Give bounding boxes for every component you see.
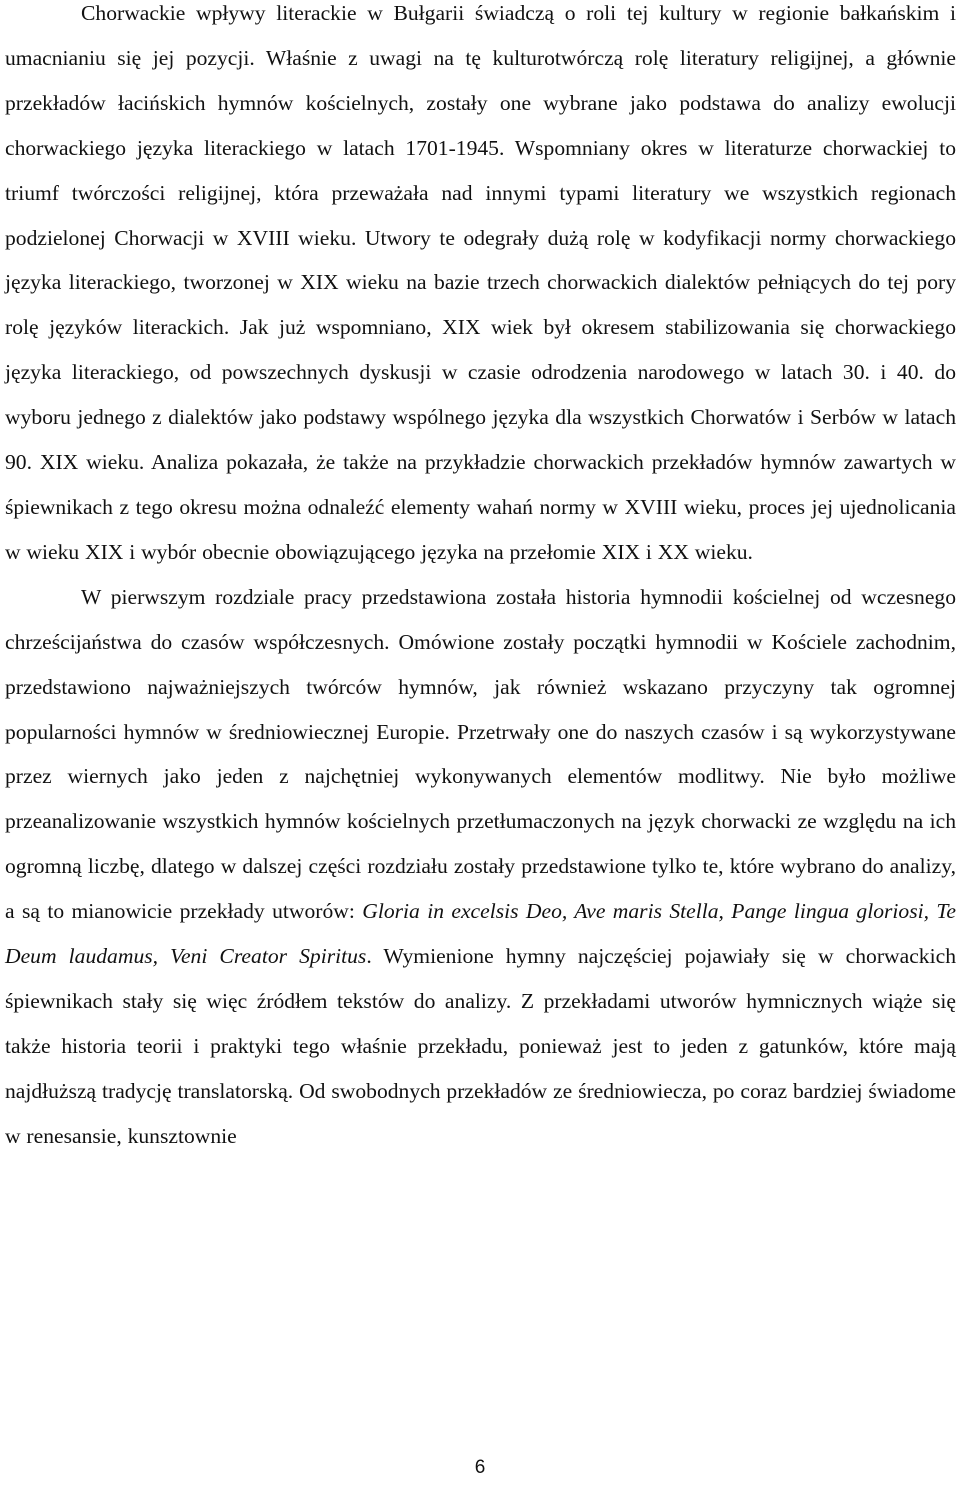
hymn-titles: Gloria in excelsis Deo, Ave maris Stella, Pange lingua gloriosi, Te Deum laudamus, Veni Creator Spiritus — [5, 899, 956, 969]
document-body — [5, 0, 956, 1159]
paragraph-first-chapter — [5, 575, 956, 1159]
page-number: 6 — [474, 1457, 486, 1478]
paragraph-first-chapter-continuation: . Wymienione hymny najczęściej pojawiały się w chorwackich śpiewnikach stały się więc źródłem tekstów do analizy. Z przekładami utworów hymnicznych wiąże się także historia teorii i praktyki tego właśnie przekładu, ponieważ jest to jeden z gatunków, które mają najdłuższą tradycję translatorską. Od swobodnych przekładów ze średniowiecza, po coraz bardziej świadome w renesansie, kunsztownie — [5, 944, 956, 1148]
paragraph-croatian-influence: Chorwackie wpływy literackie w Bułgarii świadczą o roli tej kultury w regionie bałkańskim i umacnianiu się jej pozycji. Właśnie z uwagi na tę kulturotwórczą rolę literatury religijnej, a głównie przekładów łacińskich hymnów kościelnych, zostały one wybrane jako podstawa do analizy ewolucji chorwackiego języka literackiego w latach 1701-1945. Wspomniany okres w literaturze chorwackiej to triumf twórczości religijnej, która przeważała nad innymi typami literatury we wszystkich regionach podzielonej Chorwacji w XVIII wieku. Utwory te odegrały dużą rolę w kodyfikacji normy chorwackiego języka literackiego, tworzonej w XIX wieku na bazie trzech chorwackich dialektów pełniących do tej pory rolę języków literackich. Jak już wspomniano, XIX wiek był okresem stabilizowania się chorwackiego języka literackiego, od powszechnych dyskusji w czasie odrodzenia narodowego w latach 30. i 40. do wyboru jednego z dialektów jako podstawy wspólnego języka dla wszystkich Chorwatów i Serbów w latach 90. XIX wieku. Analiza pokazała, że także na przykładzie chorwackich przekładów hymnów zawartych w śpiewnikach z tego okresu można odnaleźć elementy wahań normy w XVIII wieku, proces jej ujednolicania w wieku XIX i wybór obecnie obowiązującego języka na przełomie XIX i XX wieku. — [5, 1, 956, 564]
paragraph-first-chapter-intro: W pierwszym rozdziale pracy przedstawiona została historia hymnodii kościelnej od wczesnego chrześcijaństwa do czasów współczesnych. Omówione zostały początki hymnodii w Kościele zachodnim, przedstawiono najważniejszych twórców hymnów, jak również wskazano przyczyny tak ogromnej popularności hymnów w średniowiecznej Europie. Przetrwały one do naszych czasów i są wykorzystywane przez wiernych jako jeden z najchętniej wykonywanych elementów modlitwy. Nie było możliwe przeanalizowanie wszystkich hymnów kościelnych przetłumaczonych na język chorwacki ze względu na ich ogromną liczbę, dlatego w dalszej części rozdziału zostały przedstawione tylko te, które wybrano do analizy, a są to mianowicie przekłady utworów: — [5, 584, 956, 924]
